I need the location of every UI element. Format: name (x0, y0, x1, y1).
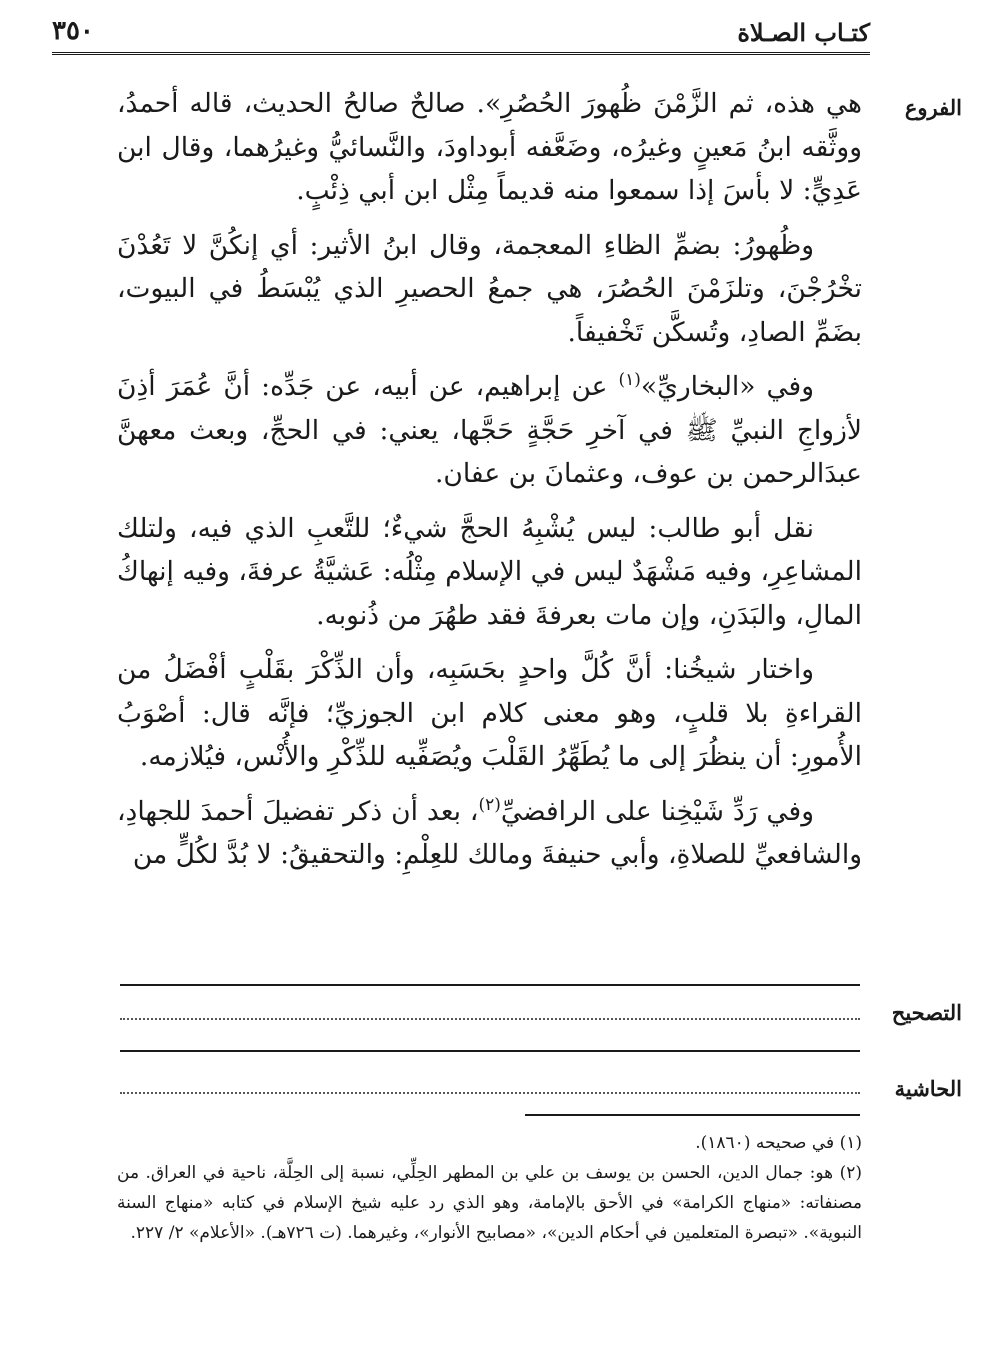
footnote-ref-1: (١) (618, 370, 641, 391)
footnote-ref-2: (٢) (478, 794, 501, 815)
paragraph-5: واختار شيخُنا: أنَّ كُلَّ واحدٍ بحَسَبِه، وأن الذِّكْرَ بقَلْبٍ أفْضَلُ من القراءةِ بلا قلبٍ، وهو معنى كلام ابن الجوزيِّ؛ فإنَّه قال: أصْوَبُ الأُمورِ: أن ينظُرَ إلى ما يُطَهِّرُ القَلْبَ ويُصَفِّيه للذِّكْرِ والأُنْس، فيُلازمه. (117, 654, 862, 772)
paragraph-1: هي هذه، ثم الزَّمْنَ ظُهورَ الحُصُرِ». صالحٌ صالحُ الحديث، قاله أحمدُ، ووثَّقه ابنُ مَعينٍ وغيرُه، وضَعَّفه أبوداودَ، والنَّسائيُّ وغيرُهما، وقال ابن عَدِيٍّ: لا بأسَ إذا سمعوا منه قديماً مِثْل ابن أبي ذِئْبٍ. (117, 88, 862, 206)
chapter-title: كتـاب الصـلاة (737, 18, 870, 47)
paragraph-6 (117, 790, 862, 877)
main-text (117, 82, 862, 888)
paragraph-4: نقل أبو طالب: ليس يُشْبِهُ الحجَّ شيءٌ؛ للتَّعبِ الذي فيه، ولتلك المشاعِرِ، وفيه مَشْهَدٌ ليس في الإسلام مِثْلُه: عَشيَّةُ عرفةَ، وفيه إنهاكُ المالِ، والبَدَنِ، وإن مات بعرفةَ فقد طهُرَ من ذُنوبه. (117, 512, 862, 631)
footnote-separator (525, 1114, 860, 1116)
side-label-hashiya: الحاشية (894, 1076, 962, 1101)
footnote-2: (٢) هو: جمال الدين، الحسن بن يوسف بن علي بن المطهر الحِلِّي، نسبة إلى الحِلَّة، ناحية في العراق. من مصنفاته: «منهاج الكرامة» في الأحق بالإمامة، وهو الذي رد عليه شيخ الإسلام في كتابه «منهاج السنة النبوية». «تبصرة المتعلمين في أحكام الدين»، «مصابيح الأنوار»، وغيرهما. (ت ٧٢٦هـ). «الأعلام» ٢/ ٢٢٧. (117, 1163, 862, 1243)
page-header (52, 14, 870, 55)
hashiya-top-rule (120, 1050, 860, 1052)
page-number: ٣٥٠ (52, 16, 94, 46)
paragraph-2: وظُهورُ: بضمِّ الظاءِ المعجمة، وقال ابنُ الأثير: أي إنكُنَّ لا تَعُدْنَ تخْرُجْنَ، وتلزَمْنَ الحُصُرَ، هي جمعُ الحصيرِ الذي يُبْسَطُ في البيوت، بضَمِّ الصادِ، وتُسكَّن تَخْفيفاً. (117, 229, 862, 348)
paragraph-3 (117, 365, 862, 496)
paragraph-3-start: وفي «البخاريِّ» (640, 371, 815, 402)
hashiya-dotted-line (120, 1092, 860, 1094)
paragraph-3-rest: عن إبراهيم، عن أبيه، عن جَدِّه: أنَّ عُمَرَ أذِنَ لأزواجِ النبيِّ ﷺ في آخرِ حَجَّةٍ حَجَّها، يعني: في الحجِّ، وبعث معهنَّ عبدَالرحمن بن عوف، وعثمانَ بن عفان. (117, 371, 862, 489)
side-label-tashih: التصحيح (891, 1000, 962, 1025)
side-label-furu: الفروع (904, 95, 962, 120)
tashih-dotted-line (120, 1018, 860, 1020)
footnotes (117, 1128, 862, 1248)
tashih-top-rule (120, 984, 860, 986)
footnote-1: (١) في صحيحه (١٨٦٠). (695, 1133, 862, 1153)
paragraph-6-start: وفي رَدِّ شَيْخِنا على الرافضيِّ (500, 795, 814, 827)
paragraph-6-rest: ، بعد أن ذكر تفضيلَ أحمدَ للجهادِ، والشافعيِّ للصلاةِ، وأبي حنيفةَ ومالك للعِلْمِ: والتحقيقُ: لا بُدَّ لكُلٍّ من (117, 795, 862, 870)
